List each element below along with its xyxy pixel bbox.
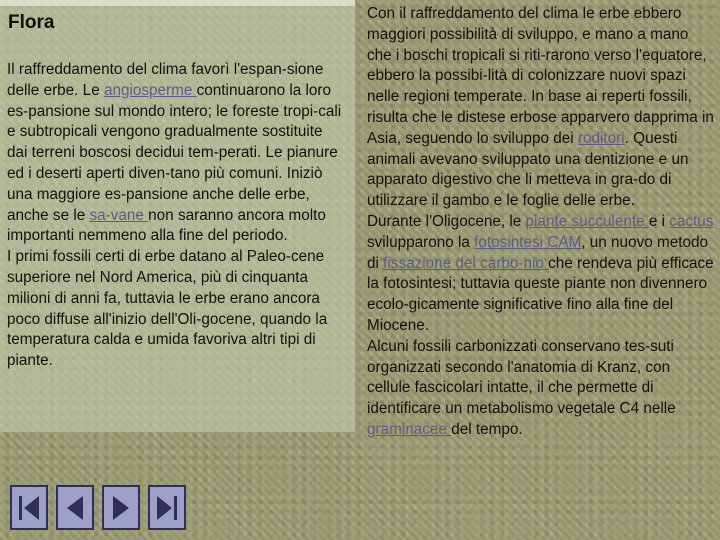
navigation-bar (10, 485, 186, 530)
first-icon (14, 491, 44, 525)
text-segment: del tempo. (451, 420, 523, 438)
text-segment: continuarono la loro es-pansione sul mondo intero; le foreste tropi-cali e subtropicali vengono gradualmente sostituite dai terreni boscosi decidui tem-perati. Le pianure ed i deserti aperti diven-tano più comuni. Iniziò una maggiore es-pansione anche delle erbe, anche se le (7, 81, 342, 224)
text-segment: svilupparono la (367, 233, 475, 251)
next-icon (106, 491, 136, 525)
text-segment: che rendeva più efficace la fotosintesi; tuttavia queste piante non divennero ecolo-gicamente significative fino alla fine del Miocene. (367, 254, 714, 334)
link-fotosintesi-cam[interactable]: fotosintesi CAM (474, 233, 582, 251)
text-segment: Durante l'Oligocene, le (367, 212, 526, 230)
right-column-text (367, 4, 715, 441)
left-column-text (7, 60, 347, 372)
link-savane[interactable]: sa-vane (89, 206, 149, 224)
last-slide-button[interactable] (148, 485, 186, 530)
link-cactus[interactable]: cactus (669, 212, 714, 230)
link-graminacee[interactable]: graminacee (367, 420, 452, 438)
text-segment: Con il raffreddamento del clima le erbe ebbero maggiori possibilità di sviluppo, e mano a mano che i boschi tropicali si riti-rarono verso l'equatore, ebbero la possibi-lità di colonizzare nuovi spazi nelle regioni temperate. In base ai reperti fossili, risulta che le distese erbose apparvero dapprima in Asia, seguendo lo sviluppo dei (367, 5, 714, 147)
last-icon (152, 491, 182, 525)
text-segment: Il raffreddamento del clima favorì l'espan-sione delle erbe. Le (7, 61, 324, 99)
text-segment: non saranno ancora molto importanti nemmeno alla fine del periodo. (7, 206, 326, 245)
text-paragraph: I primi fossili certi di erbe datano al Paleo-cene superiore nel Nord America, più di cinquanta milioni di anni fa, tuttavia le erbe erano ancora poco diffuse all'inizio dell'Oli-gocene, quando la temperatura calda e umida favoriva altri tipi di piante. (7, 248, 328, 370)
previous-slide-button[interactable] (56, 485, 94, 530)
text-segment: . Questi animali avevano sviluppato una dentizione e un apparato digestivo che li metteva in gra-do di utilizzare il gambo e le foglie delle erbe. (367, 129, 689, 210)
previous-icon (60, 491, 90, 525)
link-roditori[interactable]: roditori (577, 129, 625, 147)
next-slide-button[interactable] (102, 485, 140, 530)
link-piante-succulente[interactable]: piante succulente (525, 212, 649, 230)
first-slide-button[interactable] (10, 485, 48, 530)
link-angiosperme[interactable]: angiosperme (103, 81, 197, 99)
page-title: Flora (8, 12, 55, 33)
text-segment: Alcuni fossili carbonizzati conservano tes-suti organizzati secondo l'anatomia di Kranz, con cellule fascicolari intatte, il che permette di identificare un metabolismo vegetale C4 nelle (367, 337, 676, 418)
text-segment: , un nuovo metodo di (367, 233, 708, 272)
text-segment: e i (648, 212, 670, 230)
link-fissazione-carbonio[interactable]: fissazione del carbo-nio (383, 254, 549, 272)
